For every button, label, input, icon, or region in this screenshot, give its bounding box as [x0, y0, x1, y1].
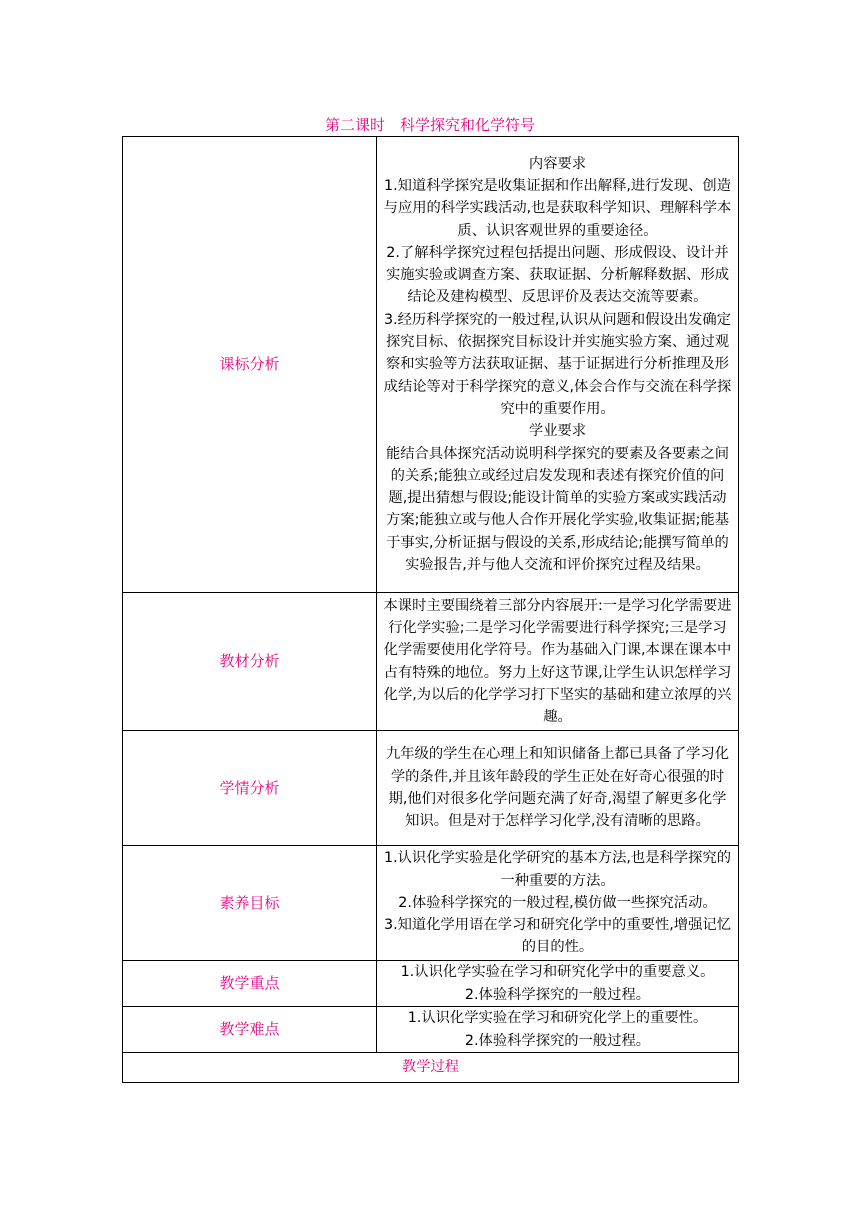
difficult-point-item: 1.认识化学实验在学习和研究化学上的重要性。	[407, 1010, 708, 1027]
content-nandian	[377, 1007, 739, 1053]
lesson-plan-table	[122, 136, 739, 1083]
content-requirement-item: 1.知道科学探究是收集证据和作出解释,进行发现、创造与应用的科学实践活动,也是获取科学知识、理解科学本质、认识客观世界的重要途径。	[383, 177, 732, 239]
content-requirements-heading: 内容要求	[528, 155, 587, 172]
page-title: 第二课时 科学探究和化学符号	[324, 116, 535, 134]
teaching-process-heading: 教学过程	[123, 1053, 739, 1083]
label-suyang: 素养目标	[123, 846, 377, 961]
goal-item: 1.认识化学实验是化学研究的基本方法,也是科学探究的一种重要的方法。	[383, 850, 731, 889]
study-requirements-text: 能结合具体探究活动说明科学探究的要素及各要素之间的关系;能独立或经过启发发现和表述有探究价值的问题,提出猜想与假设;能设计简单的实验方案或实践活动方案;能独立或与他人合作开展化学实验,收集证据;能基于事实,分析证据与假设的关系,形成结论;能撰写简单的实验报告,并与他人交流和评价探究过程及结果。	[385, 445, 730, 574]
row-nandian	[123, 1007, 739, 1053]
key-point-item: 1.认识化学实验在学习和研究化学中的重要意义。	[400, 964, 715, 981]
difficult-point-item: 2.体验科学探究的一般过程。	[464, 1032, 651, 1049]
content-zhongdian	[377, 961, 739, 1007]
row-kebiao	[123, 137, 739, 593]
content-requirement-item: 2.了解科学探究过程包括提出问题、形成假设、设计并实施实验或调查方案、获取证据、分析解释数据、形成结论及建构模型、反思评价及表达交流等要素。	[385, 244, 730, 306]
study-requirements-heading: 学业要求	[528, 423, 587, 440]
goal-item: 3.知道化学用语在学习和研究化学中的重要性,增强记忆的目的性。	[383, 917, 731, 956]
content-jiaocai	[377, 593, 739, 731]
content-xueqing	[377, 731, 739, 846]
content-requirement-item: 3.经历科学探究的一般过程,认识从问题和假设出发确定探究目标、依据探究目标设计并实施实验方案、通过观察和实验等方法获取证据、基于证据进行分析推理及形成结论等对于科学探究的意义,体会合作与交流在科学探究中的重要作用。	[383, 311, 732, 417]
row-zhongdian	[123, 961, 739, 1007]
row-suyang	[123, 846, 739, 961]
row-jiaocai	[123, 593, 739, 731]
row-guocheng	[123, 1053, 739, 1083]
content-kebiao	[377, 137, 739, 593]
label-zhongdian: 教学重点	[123, 961, 377, 1007]
label-jiaocai: 教材分析	[123, 593, 377, 731]
label-xueqing: 学情分析	[123, 731, 377, 846]
student-analysis-text: 九年级的学生在心理上和知识储备上都已具备了学习化学的条件,并且该年龄段的学生正处在好奇心很强的时期,他们对很多化学问题充满了好奇,渴望了解更多化学知识。但是对于怎样学习化学,没有清晰的思路。	[385, 746, 730, 830]
textbook-analysis-text: 本课时主要围绕着三部分内容展开:一是学习化学需要进行化学实验;二是学习化学需要进行科学探究;三是学习化学需要使用化学符号。作为基础入门课,本课在课本中占有特殊的地位。努力上好这节课,让学生认识怎样学习化学,为以后的化学学习打下坚实的基础和建立浓厚的兴趣。	[383, 597, 732, 726]
goal-item: 2.体验科学探究的一般过程,模仿做一些探究活动。	[398, 894, 717, 911]
row-xueqing	[123, 731, 739, 846]
label-nandian: 教学难点	[123, 1007, 377, 1053]
label-kebiao: 课标分析	[123, 137, 377, 593]
content-suyang	[377, 846, 739, 961]
key-point-item: 2.体验科学探究的一般过程。	[464, 986, 651, 1003]
